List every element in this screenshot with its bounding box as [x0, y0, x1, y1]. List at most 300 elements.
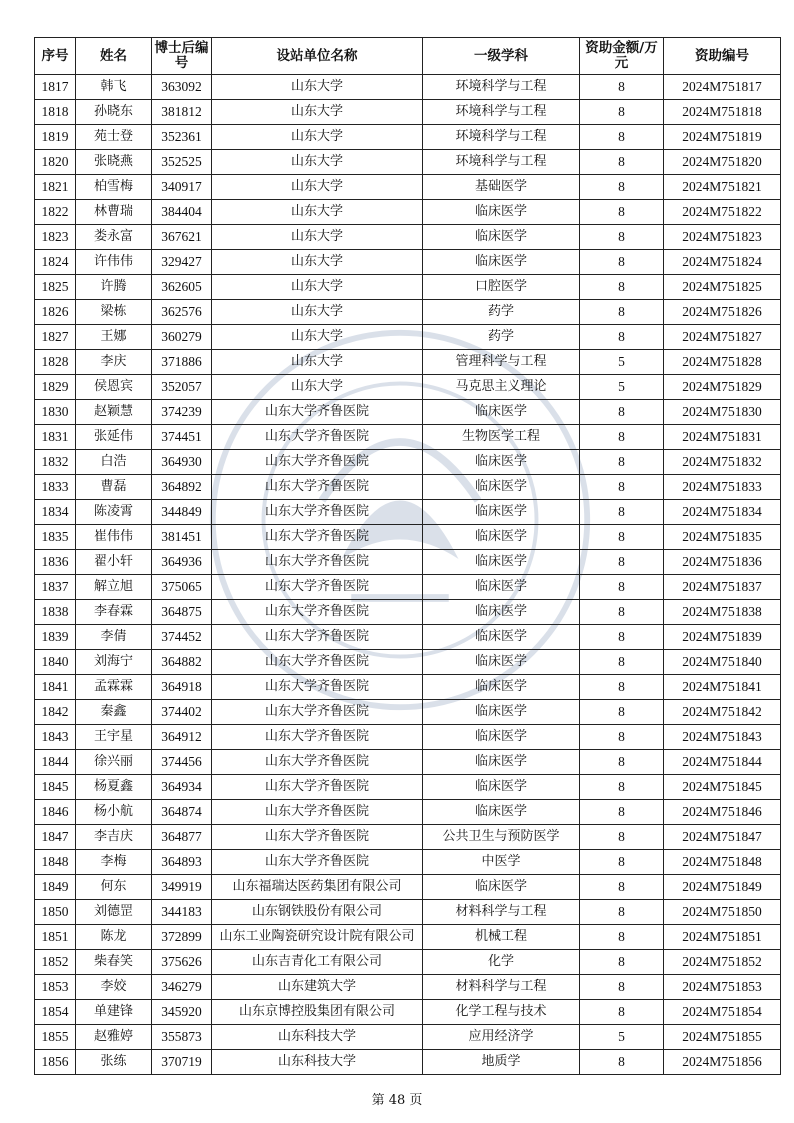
- table-row: [35, 675, 781, 700]
- station-unit-cell: 山东大学齐鲁医院: [212, 400, 423, 425]
- station-unit-cell: 山东大学: [212, 250, 423, 275]
- amount-cell: 8: [580, 625, 664, 650]
- name-cell: 徐兴丽: [76, 750, 152, 775]
- postdoc-id-cell: 374402: [152, 700, 212, 725]
- grant-id-cell: 2024M751837: [664, 575, 781, 600]
- amount-cell: 8: [580, 500, 664, 525]
- amount-cell: 8: [580, 125, 664, 150]
- funding-table: [34, 37, 781, 1075]
- discipline-cell: 临床医学: [423, 200, 580, 225]
- discipline-cell: 材料科学与工程: [423, 975, 580, 1000]
- discipline-cell: 环境科学与工程: [423, 100, 580, 125]
- amount-cell: 8: [580, 150, 664, 175]
- amount-cell: 8: [580, 425, 664, 450]
- seq-cell: 1849: [35, 875, 76, 900]
- station-unit-cell: 山东大学: [212, 325, 423, 350]
- postdoc-id-cell: 364912: [152, 725, 212, 750]
- table-row: [35, 750, 781, 775]
- seq-cell: 1829: [35, 375, 76, 400]
- page-number: 第 48 页: [371, 1093, 423, 1108]
- station-unit-cell: 山东大学: [212, 100, 423, 125]
- name-cell: 孟霖霖: [76, 675, 152, 700]
- seq-cell: 1823: [35, 225, 76, 250]
- seq-cell: 1817: [35, 75, 76, 100]
- amount-cell: 8: [580, 200, 664, 225]
- amount-cell: 8: [580, 225, 664, 250]
- amount-cell: 8: [580, 400, 664, 425]
- postdoc-id-cell: 367621: [152, 225, 212, 250]
- amount-cell: 8: [580, 575, 664, 600]
- station-unit-cell: 山东大学齐鲁医院: [212, 850, 423, 875]
- discipline-cell: 临床医学: [423, 550, 580, 575]
- postdoc-id-cell: 352525: [152, 150, 212, 175]
- grant-id-cell: 2024M751847: [664, 825, 781, 850]
- grant-id-cell: 2024M751845: [664, 775, 781, 800]
- seq-cell: 1846: [35, 800, 76, 825]
- discipline-cell: 临床医学: [423, 225, 580, 250]
- station-unit-cell: 山东大学齐鲁医院: [212, 475, 423, 500]
- discipline-cell: 化学: [423, 950, 580, 975]
- grant-id-cell: 2024M751844: [664, 750, 781, 775]
- station-unit-cell: 山东大学齐鲁医院: [212, 625, 423, 650]
- grant-id-cell: 2024M751826: [664, 300, 781, 325]
- grant-id-cell: 2024M751823: [664, 225, 781, 250]
- table-row: [35, 600, 781, 625]
- grant-id-cell: 2024M751830: [664, 400, 781, 425]
- name-cell: 李梅: [76, 850, 152, 875]
- table-row: [35, 525, 781, 550]
- postdoc-id-cell: 364918: [152, 675, 212, 700]
- postdoc-id-cell: 362576: [152, 300, 212, 325]
- postdoc-id-cell: 374456: [152, 750, 212, 775]
- station-unit-cell: 山东大学: [212, 150, 423, 175]
- table-row: [35, 925, 781, 950]
- station-unit-cell: 山东大学齐鲁医院: [212, 750, 423, 775]
- amount-cell: 8: [580, 650, 664, 675]
- postdoc-id-cell: 384404: [152, 200, 212, 225]
- station-unit-cell: 山东大学齐鲁医院: [212, 650, 423, 675]
- postdoc-id-cell: 375065: [152, 575, 212, 600]
- seq-cell: 1818: [35, 100, 76, 125]
- grant-id-cell: 2024M751853: [664, 975, 781, 1000]
- amount-cell: 5: [580, 1025, 664, 1050]
- table-row: [35, 200, 781, 225]
- grant-id-cell: 2024M751829: [664, 375, 781, 400]
- postdoc-id-cell: 329427: [152, 250, 212, 275]
- seq-cell: 1854: [35, 1000, 76, 1025]
- amount-cell: 8: [580, 725, 664, 750]
- station-unit-cell: 山东大学: [212, 175, 423, 200]
- grant-id-cell: 2024M751835: [664, 525, 781, 550]
- grant-id-cell: 2024M751850: [664, 900, 781, 925]
- name-cell: 许腾: [76, 275, 152, 300]
- grant-id-cell: 2024M751854: [664, 1000, 781, 1025]
- station-unit-cell: 山东京博控股集团有限公司: [212, 1000, 423, 1025]
- postdoc-id-cell: 344849: [152, 500, 212, 525]
- table-row: [35, 775, 781, 800]
- name-cell: 李姣: [76, 975, 152, 1000]
- discipline-cell: 基础医学: [423, 175, 580, 200]
- amount-cell: 8: [580, 525, 664, 550]
- station-unit-cell: 山东大学齐鲁医院: [212, 825, 423, 850]
- table-row: [35, 100, 781, 125]
- seq-cell: 1847: [35, 825, 76, 850]
- name-cell: 李吉庆: [76, 825, 152, 850]
- seq-cell: 1828: [35, 350, 76, 375]
- name-cell: 赵雅婷: [76, 1025, 152, 1050]
- grant-id-cell: 2024M751848: [664, 850, 781, 875]
- discipline-cell: 临床医学: [423, 875, 580, 900]
- grant-id-cell: 2024M751822: [664, 200, 781, 225]
- grant-id-cell: 2024M751846: [664, 800, 781, 825]
- table-row: [35, 1025, 781, 1050]
- table-row: [35, 275, 781, 300]
- grant-id-cell: 2024M751832: [664, 450, 781, 475]
- discipline-cell: 环境科学与工程: [423, 75, 580, 100]
- postdoc-id-cell: 375626: [152, 950, 212, 975]
- station-unit-cell: 山东大学齐鲁医院: [212, 700, 423, 725]
- postdoc-id-cell: 374239: [152, 400, 212, 425]
- table-row: [35, 350, 781, 375]
- station-unit-cell: 山东大学齐鲁医院: [212, 675, 423, 700]
- amount-cell: 8: [580, 800, 664, 825]
- postdoc-id-cell: 364892: [152, 475, 212, 500]
- table-row: [35, 125, 781, 150]
- seq-cell: 1821: [35, 175, 76, 200]
- seq-cell: 1832: [35, 450, 76, 475]
- station-unit-cell: 山东大学齐鲁医院: [212, 500, 423, 525]
- name-cell: 刘海宁: [76, 650, 152, 675]
- station-unit-cell: 山东大学: [212, 275, 423, 300]
- amount-cell: 8: [580, 700, 664, 725]
- postdoc-id-cell: 364893: [152, 850, 212, 875]
- seq-cell: 1842: [35, 700, 76, 725]
- name-cell: 侯恩宾: [76, 375, 152, 400]
- table-row: [35, 950, 781, 975]
- grant-id-cell: 2024M751831: [664, 425, 781, 450]
- grant-id-cell: 2024M751840: [664, 650, 781, 675]
- discipline-cell: 药学: [423, 325, 580, 350]
- amount-cell: 8: [580, 750, 664, 775]
- grant-id-cell: 2024M751839: [664, 625, 781, 650]
- grant-id-cell: 2024M751825: [664, 275, 781, 300]
- discipline-cell: 临床医学: [423, 575, 580, 600]
- discipline-cell: 临床医学: [423, 775, 580, 800]
- discipline-cell: 材料科学与工程: [423, 900, 580, 925]
- table-row: [35, 400, 781, 425]
- station-unit-cell: 山东大学齐鲁医院: [212, 450, 423, 475]
- station-unit-cell: 山东钢铁股份有限公司: [212, 900, 423, 925]
- name-cell: 陈龙: [76, 925, 152, 950]
- seq-cell: 1856: [35, 1050, 76, 1075]
- postdoc-id-cell: 362605: [152, 275, 212, 300]
- postdoc-id-cell: 364930: [152, 450, 212, 475]
- name-cell: 林曹瑞: [76, 200, 152, 225]
- seq-cell: 1826: [35, 300, 76, 325]
- grant-id-cell: 2024M751817: [664, 75, 781, 100]
- discipline-cell: 临床医学: [423, 800, 580, 825]
- discipline-cell: 临床医学: [423, 725, 580, 750]
- amount-cell: 8: [580, 450, 664, 475]
- station-unit-cell: 山东大学齐鲁医院: [212, 575, 423, 600]
- station-unit-cell: 山东大学: [212, 350, 423, 375]
- postdoc-id-cell: 352057: [152, 375, 212, 400]
- table-row: [35, 325, 781, 350]
- table-row: [35, 575, 781, 600]
- name-cell: 娄永富: [76, 225, 152, 250]
- amount-cell: 8: [580, 850, 664, 875]
- station-unit-cell: 山东大学齐鲁医院: [212, 725, 423, 750]
- table-row: [35, 375, 781, 400]
- header-station-unit: 设站单位名称: [212, 38, 423, 75]
- postdoc-id-cell: 364882: [152, 650, 212, 675]
- table-header-row: [35, 38, 781, 75]
- name-cell: 杨小航: [76, 800, 152, 825]
- grant-id-cell: 2024M751851: [664, 925, 781, 950]
- table-row: [35, 475, 781, 500]
- grant-id-cell: 2024M751856: [664, 1050, 781, 1075]
- name-cell: 解立旭: [76, 575, 152, 600]
- discipline-cell: 药学: [423, 300, 580, 325]
- amount-cell: 5: [580, 375, 664, 400]
- seq-cell: 1844: [35, 750, 76, 775]
- name-cell: 柴春笑: [76, 950, 152, 975]
- amount-cell: 8: [580, 75, 664, 100]
- amount-cell: 8: [580, 100, 664, 125]
- amount-cell: 8: [580, 175, 664, 200]
- grant-id-cell: 2024M751852: [664, 950, 781, 975]
- discipline-cell: 临床医学: [423, 450, 580, 475]
- name-cell: 刘德罡: [76, 900, 152, 925]
- table-row: [35, 800, 781, 825]
- name-cell: 许伟伟: [76, 250, 152, 275]
- discipline-cell: 临床医学: [423, 475, 580, 500]
- station-unit-cell: 山东科技大学: [212, 1025, 423, 1050]
- amount-cell: 5: [580, 350, 664, 375]
- grant-id-cell: 2024M751843: [664, 725, 781, 750]
- discipline-cell: 公共卫生与预防医学: [423, 825, 580, 850]
- table-row: [35, 625, 781, 650]
- table-row: [35, 300, 781, 325]
- table-row: [35, 550, 781, 575]
- amount-cell: 8: [580, 925, 664, 950]
- amount-cell: 8: [580, 550, 664, 575]
- grant-id-cell: 2024M751827: [664, 325, 781, 350]
- grant-id-cell: 2024M751842: [664, 700, 781, 725]
- name-cell: 赵颖慧: [76, 400, 152, 425]
- seq-cell: 1824: [35, 250, 76, 275]
- amount-cell: 8: [580, 775, 664, 800]
- name-cell: 李倩: [76, 625, 152, 650]
- station-unit-cell: 山东大学齐鲁医院: [212, 775, 423, 800]
- seq-cell: 1825: [35, 275, 76, 300]
- station-unit-cell: 山东建筑大学: [212, 975, 423, 1000]
- postdoc-id-cell: 346279: [152, 975, 212, 1000]
- table-row: [35, 1050, 781, 1075]
- discipline-cell: 临床医学: [423, 600, 580, 625]
- amount-cell: 8: [580, 475, 664, 500]
- grant-id-cell: 2024M751818: [664, 100, 781, 125]
- table-row: [35, 75, 781, 100]
- name-cell: 秦鑫: [76, 700, 152, 725]
- discipline-cell: 中医学: [423, 850, 580, 875]
- seq-cell: 1820: [35, 150, 76, 175]
- discipline-cell: 临床医学: [423, 675, 580, 700]
- discipline-cell: 临床医学: [423, 625, 580, 650]
- seq-cell: 1836: [35, 550, 76, 575]
- grant-id-cell: 2024M751849: [664, 875, 781, 900]
- station-unit-cell: 山东大学: [212, 125, 423, 150]
- amount-cell: 8: [580, 1000, 664, 1025]
- name-cell: 白浩: [76, 450, 152, 475]
- name-cell: 翟小轩: [76, 550, 152, 575]
- table-row: [35, 500, 781, 525]
- station-unit-cell: 山东福瑞达医药集团有限公司: [212, 875, 423, 900]
- seq-cell: 1831: [35, 425, 76, 450]
- grant-id-cell: 2024M751824: [664, 250, 781, 275]
- seq-cell: 1830: [35, 400, 76, 425]
- discipline-cell: 生物医学工程: [423, 425, 580, 450]
- table-row: [35, 1000, 781, 1025]
- station-unit-cell: 山东大学: [212, 375, 423, 400]
- seq-cell: 1833: [35, 475, 76, 500]
- seq-cell: 1840: [35, 650, 76, 675]
- name-cell: 梁栋: [76, 300, 152, 325]
- postdoc-id-cell: 364877: [152, 825, 212, 850]
- station-unit-cell: 山东大学齐鲁医院: [212, 425, 423, 450]
- grant-id-cell: 2024M751855: [664, 1025, 781, 1050]
- table-row: [35, 650, 781, 675]
- seq-cell: 1838: [35, 600, 76, 625]
- name-cell: 杨夏鑫: [76, 775, 152, 800]
- postdoc-id-cell: 340917: [152, 175, 212, 200]
- grant-id-cell: 2024M751821: [664, 175, 781, 200]
- station-unit-cell: 山东大学齐鲁医院: [212, 800, 423, 825]
- seq-cell: 1850: [35, 900, 76, 925]
- amount-cell: 8: [580, 275, 664, 300]
- seq-cell: 1845: [35, 775, 76, 800]
- header-discipline: 一级学科: [423, 38, 580, 75]
- discipline-cell: 马克思主义理论: [423, 375, 580, 400]
- discipline-cell: 环境科学与工程: [423, 150, 580, 175]
- discipline-cell: 管理科学与工程: [423, 350, 580, 375]
- name-cell: 王娜: [76, 325, 152, 350]
- seq-cell: 1837: [35, 575, 76, 600]
- amount-cell: 8: [580, 875, 664, 900]
- amount-cell: 8: [580, 675, 664, 700]
- name-cell: 单建锋: [76, 1000, 152, 1025]
- grant-id-cell: 2024M751820: [664, 150, 781, 175]
- name-cell: 何东: [76, 875, 152, 900]
- seq-cell: 1852: [35, 950, 76, 975]
- grant-id-cell: 2024M751819: [664, 125, 781, 150]
- postdoc-id-cell: 364874: [152, 800, 212, 825]
- name-cell: 柏雪梅: [76, 175, 152, 200]
- station-unit-cell: 山东大学齐鲁医院: [212, 550, 423, 575]
- table-row: [35, 850, 781, 875]
- seq-cell: 1822: [35, 200, 76, 225]
- station-unit-cell: 山东科技大学: [212, 1050, 423, 1075]
- amount-cell: 8: [580, 825, 664, 850]
- postdoc-id-cell: 381812: [152, 100, 212, 125]
- amount-cell: 8: [580, 325, 664, 350]
- table-row: [35, 900, 781, 925]
- discipline-cell: 临床医学: [423, 750, 580, 775]
- postdoc-id-cell: 371886: [152, 350, 212, 375]
- discipline-cell: 应用经济学: [423, 1025, 580, 1050]
- grant-id-cell: 2024M751828: [664, 350, 781, 375]
- seq-cell: 1851: [35, 925, 76, 950]
- postdoc-id-cell: 349919: [152, 875, 212, 900]
- name-cell: 苑士登: [76, 125, 152, 150]
- name-cell: 王宇星: [76, 725, 152, 750]
- grant-id-cell: 2024M751838: [664, 600, 781, 625]
- station-unit-cell: 山东大学: [212, 225, 423, 250]
- discipline-cell: 化学工程与技术: [423, 1000, 580, 1025]
- table-row: [35, 250, 781, 275]
- seq-cell: 1853: [35, 975, 76, 1000]
- postdoc-id-cell: 381451: [152, 525, 212, 550]
- postdoc-id-cell: 374452: [152, 625, 212, 650]
- table-row: [35, 450, 781, 475]
- seq-cell: 1835: [35, 525, 76, 550]
- table-row: [35, 725, 781, 750]
- grant-id-cell: 2024M751833: [664, 475, 781, 500]
- amount-cell: 8: [580, 1050, 664, 1075]
- seq-cell: 1819: [35, 125, 76, 150]
- table-row: [35, 975, 781, 1000]
- table-row: [35, 175, 781, 200]
- seq-cell: 1827: [35, 325, 76, 350]
- amount-cell: 8: [580, 950, 664, 975]
- table-row: [35, 875, 781, 900]
- seq-cell: 1855: [35, 1025, 76, 1050]
- station-unit-cell: 山东大学: [212, 200, 423, 225]
- header-name: 姓名: [76, 38, 152, 75]
- amount-cell: 8: [580, 900, 664, 925]
- grant-id-cell: 2024M751834: [664, 500, 781, 525]
- name-cell: 张练: [76, 1050, 152, 1075]
- seq-cell: 1839: [35, 625, 76, 650]
- postdoc-id-cell: 345920: [152, 1000, 212, 1025]
- postdoc-id-cell: 352361: [152, 125, 212, 150]
- grant-id-cell: 2024M751841: [664, 675, 781, 700]
- postdoc-id-cell: 364934: [152, 775, 212, 800]
- grant-id-cell: 2024M751836: [664, 550, 781, 575]
- discipline-cell: 临床医学: [423, 650, 580, 675]
- postdoc-id-cell: 370719: [152, 1050, 212, 1075]
- name-cell: 崔伟伟: [76, 525, 152, 550]
- name-cell: 陈凌霄: [76, 500, 152, 525]
- amount-cell: 8: [580, 975, 664, 1000]
- name-cell: 曹磊: [76, 475, 152, 500]
- postdoc-id-cell: 372899: [152, 925, 212, 950]
- discipline-cell: 机械工程: [423, 925, 580, 950]
- postdoc-id-cell: 344183: [152, 900, 212, 925]
- postdoc-id-cell: 363092: [152, 75, 212, 100]
- header-postdoc-id: 博士后编号: [152, 38, 212, 75]
- discipline-cell: 地质学: [423, 1050, 580, 1075]
- postdoc-id-cell: 355873: [152, 1025, 212, 1050]
- name-cell: 孙晓东: [76, 100, 152, 125]
- amount-cell: 8: [580, 600, 664, 625]
- name-cell: 李春霖: [76, 600, 152, 625]
- station-unit-cell: 山东吉青化工有限公司: [212, 950, 423, 975]
- seq-cell: 1834: [35, 500, 76, 525]
- seq-cell: 1841: [35, 675, 76, 700]
- station-unit-cell: 山东大学: [212, 75, 423, 100]
- name-cell: 韩飞: [76, 75, 152, 100]
